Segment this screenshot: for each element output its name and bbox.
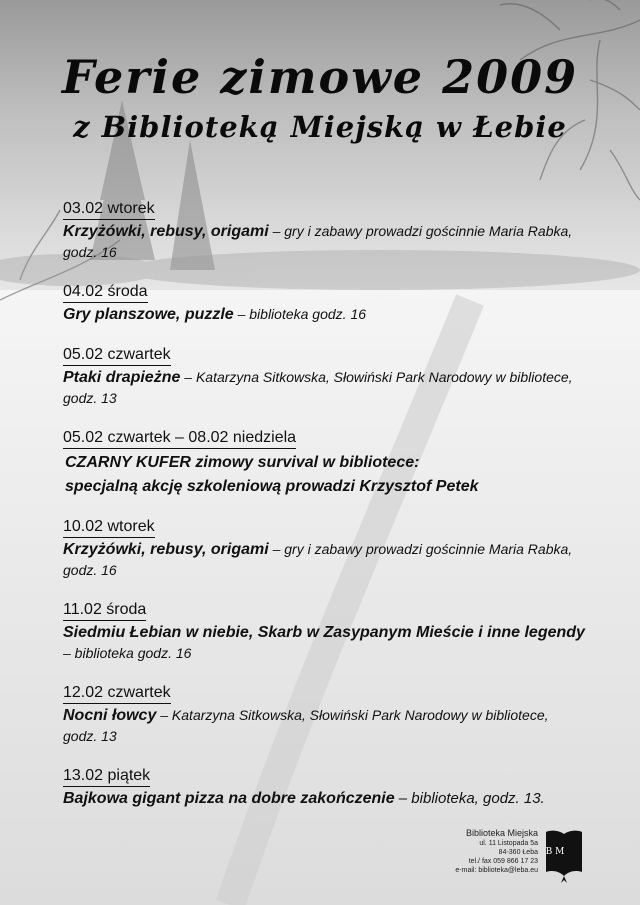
event-title: Krzyżówki, rebusy, origami	[63, 223, 269, 240]
event-description	[63, 367, 608, 409]
event-details: – gry i zabawy prowadzi gościnnie Maria Rabka,	[268, 223, 573, 239]
poster-subtitle: z Biblioteką Miejską w Łebie	[73, 110, 567, 144]
event-title: CZARNY KUFER zimowy survival w bibliotece:	[65, 454, 420, 471]
event-description	[63, 304, 608, 325]
library-phone: tel./ fax 059 866 17 23	[468, 858, 538, 865]
event-description	[63, 221, 608, 263]
library-name: Biblioteka Miejska	[465, 828, 538, 838]
event-details: – biblioteka, godz. 13.	[394, 790, 545, 807]
event-time: godz. 13	[63, 728, 117, 744]
event-date: 05.02 czwartek – 08.02 niedziela	[63, 429, 296, 449]
event-item	[63, 767, 608, 809]
event-time: godz. 16	[63, 244, 117, 260]
event-date: 12.02 czwartek	[63, 684, 171, 704]
event-details: – biblioteka godz. 16	[233, 306, 367, 322]
event-date: 11.02 środa	[63, 601, 146, 621]
library-city: 84-360 Łeba	[498, 849, 538, 856]
event-item	[63, 601, 608, 664]
event-item	[63, 200, 608, 263]
event-item	[63, 283, 608, 325]
event-title: Krzyżówki, rebusy, origami	[63, 541, 269, 558]
event-title: Bajkowa gigant pizza na dobre zakończenie	[63, 790, 395, 807]
event-date: 10.02 wtorek	[63, 518, 155, 538]
event-details: – gry i zabawy prowadzi gościnnie Maria Rabka,	[268, 541, 573, 557]
event-item	[63, 429, 608, 499]
event-time: godz. 13	[63, 390, 117, 406]
event-date: 05.02 czwartek	[63, 346, 171, 366]
event-details: specjalną akcję szkoleniową prowadzi Krzysztof Petek	[65, 478, 479, 495]
event-date: 03.02 wtorek	[63, 200, 155, 220]
library-logo-icon	[544, 828, 584, 884]
event-description	[63, 788, 608, 809]
event-date: 04.02 środa	[63, 283, 148, 303]
event-title: Siedmiu Łebian w niebie, Skarb w Zasypanym Mieście i inne legendy	[63, 624, 585, 641]
event-details: – Katarzyna Sitkowska, Słowiński Park Narodowy w bibliotece,	[180, 369, 573, 385]
event-item	[63, 346, 608, 409]
event-title: Ptaki drapieżne	[63, 369, 181, 386]
event-item	[63, 684, 608, 747]
event-details: – Katarzyna Sitkowska, Słowiński Park Narodowy w bibliotece,	[156, 707, 549, 723]
library-address	[455, 827, 538, 875]
event-description	[63, 539, 608, 581]
poster-title: Ferie zimowe 2009	[61, 50, 579, 104]
event-date: 13.02 piątek	[63, 767, 150, 787]
event-description	[63, 705, 608, 747]
event-time: godz. 16	[63, 562, 117, 578]
event-description	[63, 622, 608, 664]
library-email: e-mail: biblioteka@leba.eu	[455, 867, 538, 874]
event-time: – biblioteka godz. 16	[63, 645, 192, 661]
event-title: Gry planszowe, puzzle	[63, 306, 234, 323]
library-street: ul. 11 Listopada 5a	[479, 840, 538, 847]
logo-letter-b: B M	[545, 847, 565, 857]
event-title: Nocni łowcy	[63, 707, 157, 724]
event-item	[63, 518, 608, 581]
